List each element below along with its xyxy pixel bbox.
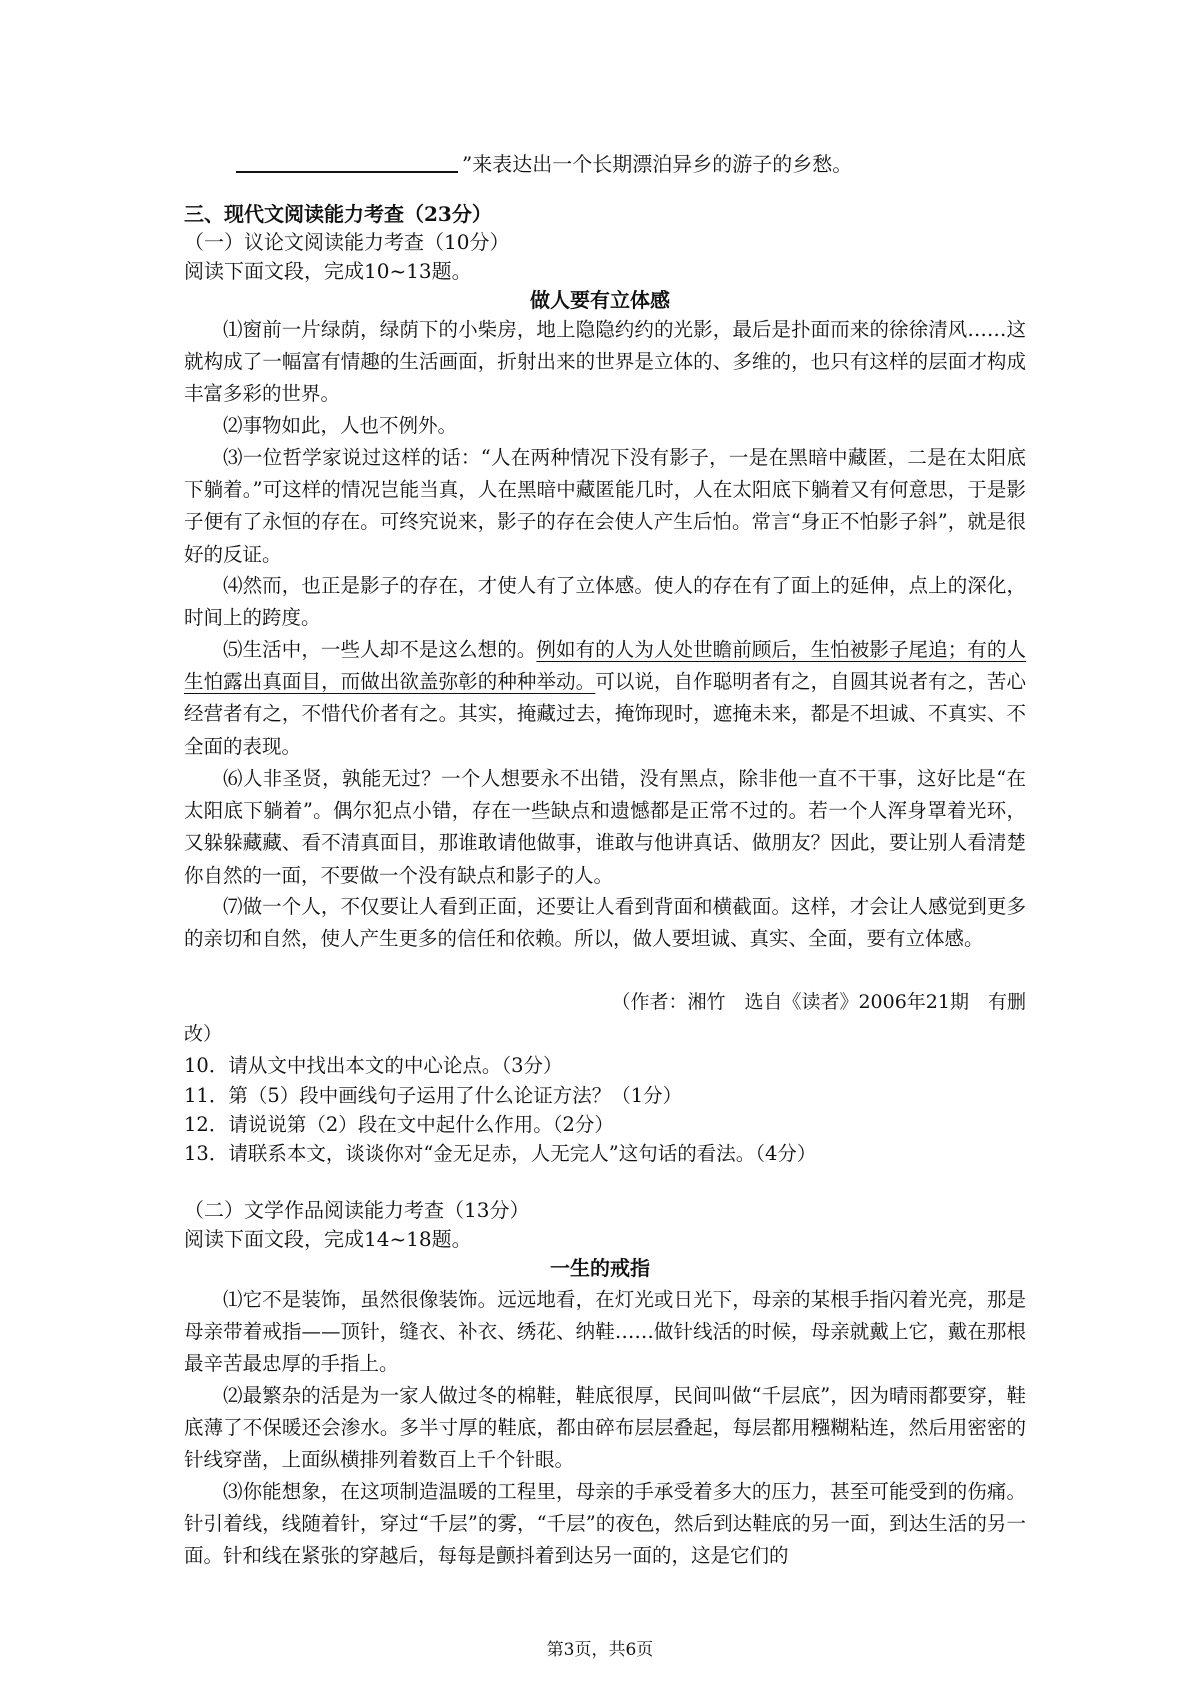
article1-source [184,986,1026,1050]
article2-paragraph-3: ⑶你能想象，在这项制造温暖的工程里，母亲的手承受着多大的压力，甚至可能受到的伤痛。针引着线，线随着针，穿过“千层”的雾，“千层”的夜色，然后到达鞋底的另一面，到达生活的另一面。针和线在紧张的穿越后，每每是颤抖着到达另一面的，这是它们的 [184,1480,1026,1568]
article1-paragraph-6: ⑹人非圣贤，孰能无过？一个人想要永不出错，没有黑点，除非他一直不干事，这好比是“在太阳底下躺着”。偶尔犯点小错，存在一些缺点和遗憾都是正常不过的。若一个人浑身罩着光环，又躲躲藏藏、看不清真面目，那谁敢请他做事，谁敢与他讲真话、做朋友？因此，要让别人看清楚你自然的一面，不要做一个没有缺点和影子的人。 [184,767,1026,887]
page-footer: 第3页，共6页 [546,1640,654,1660]
article1-paragraph-4: ⑷然而，也正是影子的存在，才使人有了立体感。使人的存在有了面上的延伸，点上的深化，时间上的跨度。 [184,574,1026,630]
part2-instruction: 阅读下面文段，完成14~18题。 [184,1227,472,1251]
question-12: 12．请说说第（2）段在文中起什么作用。（2分） [184,1113,614,1136]
fill-blank-line [236,150,852,178]
article1-paragraph-7: ⑺做一个人，不仅要让人看到正面，还要让人看到背面和横截面。这样，才会让人感觉到更多的亲切和自然，使人产生更多的信任和依赖。所以，做人要坦诚、真实、全面，要有立体感。 [184,895,1026,951]
question-10: 10．请从文中找出本文的中心论点。（3分） [184,1054,563,1077]
article1-paragraph-3: ⑶一位哲学家说过这样的话：“人在两种情况下没有影子，一是在黑暗中藏匿，二是在太阳底下躺着。”可这样的情况岂能当真，人在黑暗中藏匿能几时，人在太阳底下躺着又有何意思，于是影子便有了永恒的存在。可终究说来，影子的存在会使人产生后怕。常言“身正不怕影子斜”，就是很好的反证。 [184,446,1026,566]
question-11: 11．第（5）段中画线句子运用了什么论证方法？（1分） [184,1084,683,1107]
article1-paragraph-1: ⑴窗前一片绿荫，绿荫下的小柴房，地上隐隐约约的光影，最后是扑面而来的徐徐清风……这就构成了一幅富有情趣的生活画面，折射出来的世界是立体的、多维的，也只有这样的层面才构成丰富多彩的世界。 [184,318,1026,406]
source-line-1: （作者：湘竹 选自《读者》2006年21期 有删 [611,991,1026,1013]
article2-paragraph-2: ⑵最繁杂的活是为一家人做过冬的棉鞋，鞋底很厚，民间叫做“千层底”，因为晴雨都要穿，鞋底薄了不保暖还会渗水。多半寸厚的鞋底，都由碎布层层叠起，每层都用糨糊粘连，然后用密密的针线穿凿，上面纵横排列着数百上千个针眼。 [184,1384,1026,1472]
fill-blank-text: ”来表达出一个长期漂泊异乡的游子的乡愁。 [462,152,853,176]
part1-instruction: 阅读下面文段，完成10~13题。 [184,259,472,283]
section-heading: 三、现代文阅读能力考查（23分） [184,202,492,226]
question-13: 13．请联系本文，谈谈你对“金无足赤，人无完人”这句话的看法。（4分） [184,1142,817,1165]
article1-paragraph-2: ⑵事物如此，人也不例外。 [223,414,458,437]
part2-heading: （二）文学作品阅读能力考查（13分） [184,1198,530,1222]
article1-title: 做人要有立体感 [530,288,670,312]
source-line-2: 改） [184,1023,223,1045]
p5-rest: 可以说，自作聪明者有之，自圆其说者有之，苦心经营者有之，不惜代价者有之。其实，掩藏过去，掩饰现时，遮掩未来，都是不坦诚、不真实、不全面的表现。 [184,670,1026,758]
part1-heading: （一）议论文阅读能力考查（10分） [184,230,510,254]
article2-title: 一生的戒指 [550,1256,650,1280]
answer-blank [236,151,458,173]
p5-start: ⑸生活中，一些人却不是这么想的。 [223,638,537,661]
article1-paragraph-5 [184,634,1026,763]
article2-paragraph-1: ⑴它不是装饰，虽然很像装饰。远远地看，在灯光或日光下，母亲的某根手指闪着光亮，那是母亲带着戒指——顶针，缝衣、补衣、绣花、纳鞋……做针线活的时候，母亲就戴上它，戴在那根最辛苦最忠厚的手指上。 [184,1288,1026,1376]
underlined-sentence: 例如有的人为人处世瞻前顾后，生怕被影子尾追；有的人生怕露出真面目，而做出欲盖弥彰的种种举动。 [184,638,1026,694]
